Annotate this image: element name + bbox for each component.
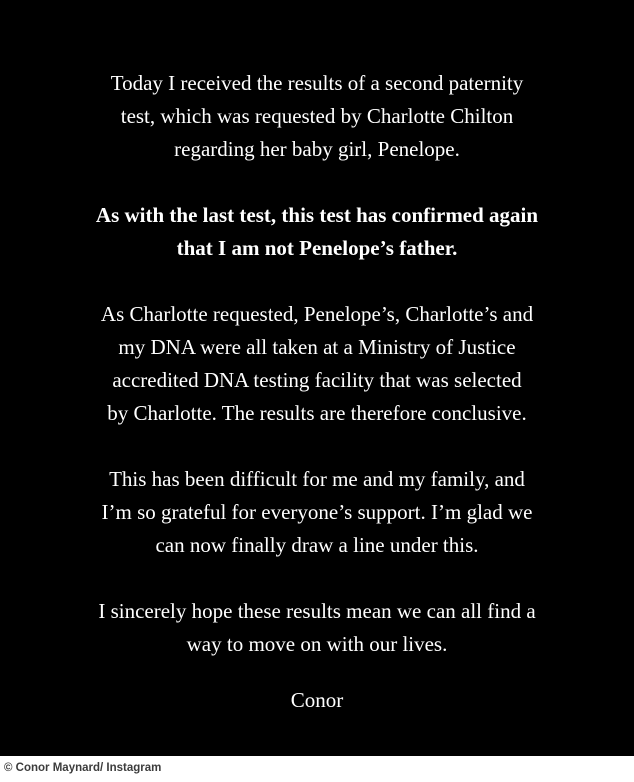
paragraph-moving-on (0, 595, 634, 661)
statement-line: I sincerely hope these results mean we can all find a (98, 599, 536, 623)
statement-line: I’m so grateful for everyone’s support. I’m glad we (101, 500, 533, 524)
signature-text: Conor (290, 688, 344, 712)
paragraph-dna-testing (0, 298, 634, 430)
image-credit: © Conor Maynard/ Instagram (4, 762, 162, 774)
statement-line: can now finally draw a line under this. (155, 533, 479, 557)
statement-line: test, which was requested by Charlotte Chilton (120, 104, 514, 128)
paragraph-paternity-test (0, 67, 634, 166)
statement-line: Today I received the results of a second paternity (110, 71, 524, 95)
statement-line: by Charlotte. The results are therefore conclusive. (107, 401, 527, 425)
paragraph-gratitude (0, 463, 634, 562)
statement-line: regarding her baby girl, Penelope. (174, 137, 460, 161)
statement-line: way to move on with our lives. (186, 632, 448, 656)
paragraph-confirmation-bold (0, 199, 634, 265)
statement-line: As with the last test, this test has confirmed again (95, 203, 539, 227)
statement-line: As Charlotte requested, Penelope’s, Charlotte’s and (100, 302, 534, 326)
statement-line: This has been difficult for me and my family, and (109, 467, 525, 491)
signature (0, 684, 634, 717)
statement-line: accredited DNA testing facility that was selected (112, 368, 522, 392)
statement-line: that I am not Penelope’s father. (176, 236, 458, 260)
statement-line: my DNA were all taken at a Ministry of Justice (118, 335, 516, 359)
